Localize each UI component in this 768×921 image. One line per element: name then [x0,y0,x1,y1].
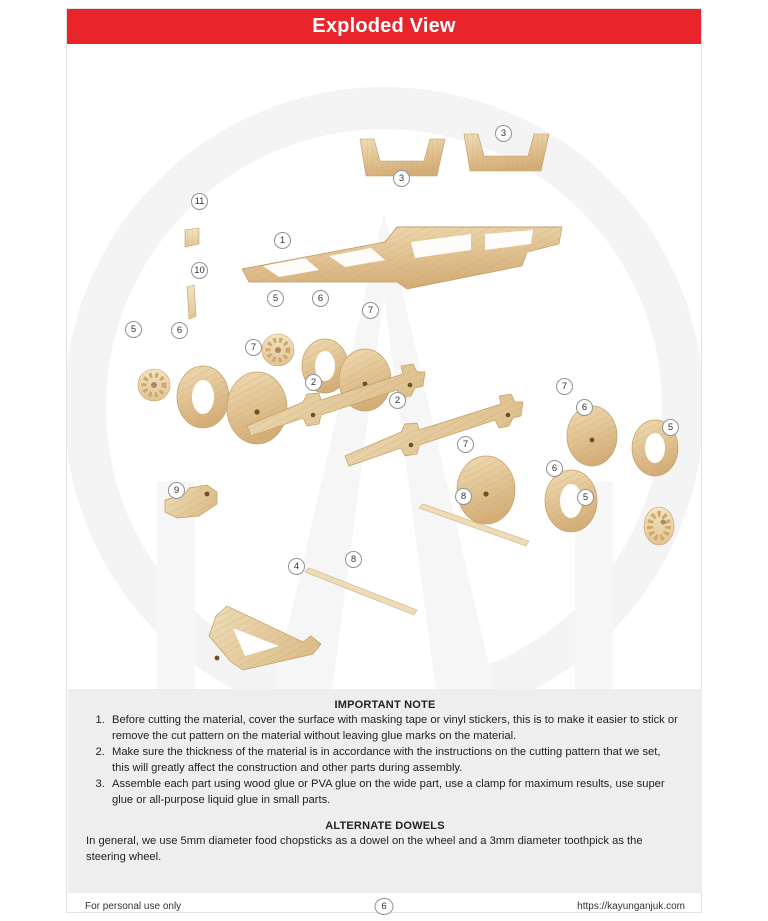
note-item-1: 1. Before cutting the material, cover the surface with masking tape or vinyl stickers, this is to make it easier to stick or remove the cut pattern on the material without leaving glue marks on the material. [108,713,680,744]
part-triangle-frame [209,606,321,670]
part-label-5a: 5 [125,321,142,338]
part-gear-small-mid [262,334,294,366]
alternate-dowels-heading: ALTERNATE DOWELS [325,820,445,832]
part-label-4: 4 [288,558,305,575]
part-label-8b: 8 [455,488,472,505]
parts-illustration [67,44,701,689]
important-note-box [68,689,702,893]
part-label-2a: 2 [305,374,322,391]
part-label-5c: 5 [662,419,679,436]
part-label-9: 9 [168,482,185,499]
important-note-heading: IMPORTANT NOTE [334,699,436,711]
document-page [66,8,702,913]
part-label-1: 1 [274,232,291,249]
important-note-list [68,713,702,808]
part-thin-stick [187,285,196,319]
alternate-dowels-text: In general, we use 5mm diameter food chopsticks as a dowel on the wheel and a 3mm diameter toothpick as the steering wheel. [86,835,643,863]
part-label-5b: 5 [267,290,284,307]
part-label-11: 11 [191,193,208,210]
note-item-2: 2. Make sure the thickness of the material is in accordance with the instructions on the cutting pattern that we set, this will greatly affect the construction and other parts during assembly. [108,745,680,776]
part-gear-small-bottom [644,507,674,545]
part-gear-small-left [138,369,170,401]
part-label-7c: 7 [457,436,474,453]
note-item-3: 3. Assemble each part using wood glue or PVA glue on the wide part, use a clamp for maximum results, use super glue or all-purpose liquid glue in small parts. [108,777,680,808]
exploded-view-canvas [67,44,701,689]
part-label-6d: 6 [576,399,593,416]
footer-website-link[interactable]: https://kayunganjuk.com [577,901,685,912]
part-label-6b: 6 [312,290,329,307]
part-label-10: 10 [191,262,208,279]
page-number-badge: 6 [375,898,394,915]
part-label-6a: 6 [171,322,188,339]
part-dowel-long [305,568,417,615]
page-footer [67,899,701,914]
part-label-7a: 7 [245,339,262,356]
part-label-2b: 2 [389,392,406,409]
page-title: Exploded View [312,15,456,37]
part-tire-left [177,366,229,428]
part-label-5d: 5 [577,489,594,506]
part-label-3a: 3 [393,170,410,187]
part-label-3b: 3 [495,125,512,142]
part-label-6c: 6 [546,460,563,477]
page-header-banner [67,9,701,44]
part-wheel-disc-right [567,406,617,466]
part-small-block [185,228,199,247]
part-label-7b: 7 [362,302,379,319]
part-label-7d: 7 [556,378,573,395]
part-label-8a: 8 [345,551,362,568]
footer-usage-text: For personal use only [85,901,182,912]
